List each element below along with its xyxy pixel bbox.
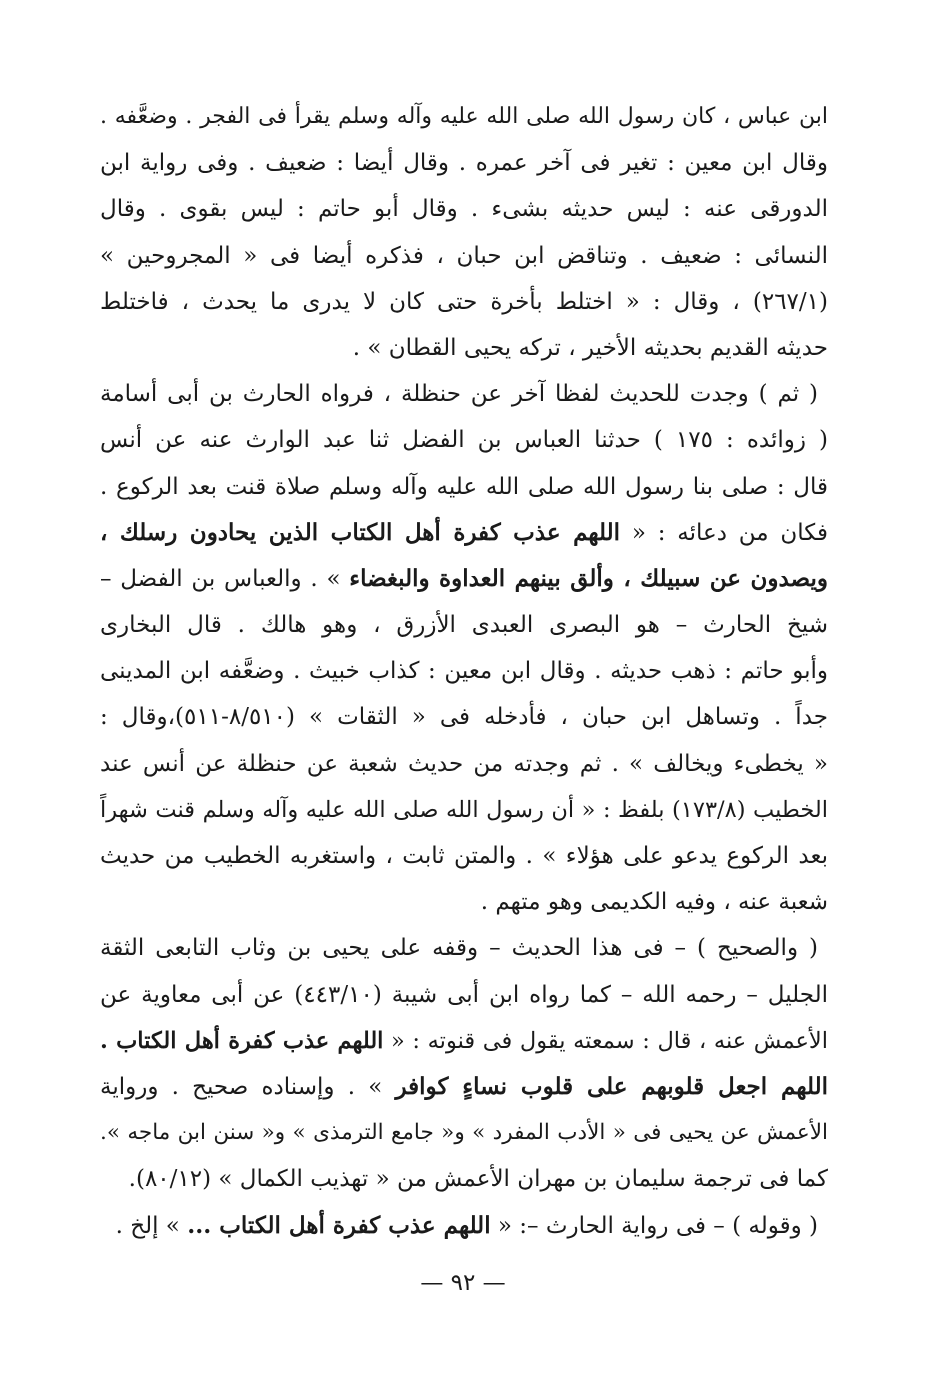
bold-quote: ويصدون عن سبيلك ، وألق بينهم العداوة والبغضاء: [349, 564, 828, 592]
text-line: وقال ابن معين : تغير فى آخر عمره . وقال أيضا : ضعيف . وفى رواية ابن: [100, 150, 828, 177]
text-line: ( ثم ) وجدت للحديث لفظا آخر عن حنظلة ، فرواه الحارث بن أبى أسامة: [100, 381, 818, 408]
text-line: (٢٦٧/١) ، وقال : « اختلط بأخرة حتى كان لا يدرى ما يحدث ، فاختلط: [100, 288, 828, 315]
text-line: حديثه القديم بحديثه الأخير ، تركه يحيى القطان » .: [352, 334, 828, 361]
paragraph-1: [100, 94, 828, 371]
paragraph-3: [100, 925, 828, 1202]
line-text: » إلخ .: [115, 1212, 188, 1239]
text-line: الأعمش عن يحيى فى « الأدب المفرد » و« جامع الترمذى » و« سنن ابن ماجه ».: [100, 1120, 828, 1146]
text-line: ( زوائده : ١٧٥ ) حدثنا العباس بن الفضل ثنا عبد الوارث عنه عن أنس: [100, 427, 828, 454]
text-line: الجليل – رحمه الله – كما رواه ابن أبى شيبة (٤٤٣/١٠) عن أبى معاوية عن: [100, 981, 828, 1008]
text-line: [100, 1203, 828, 1249]
text-line: وأبو حاتم : ذهب حديثه . وقال ابن معين : كذاب خبيث . وضعَّفه ابن المدينى: [100, 658, 828, 685]
bold-quote: اللهم اجعل قلوبهم على قلوب نساءٍ كوافر: [395, 1072, 828, 1100]
text-line: كما فى ترجمة سليمان بن مهران الأعمش من « تهذيب الكمال » (٨٠/١٢).: [128, 1166, 828, 1193]
line-text: ( وقوله ) – فى رواية الحارث –: «: [490, 1212, 818, 1239]
text-line: [100, 1018, 828, 1064]
text-line: جداً . وتساهل ابن حبان ، فأدخله فى « الثقات » (٨/٥١٠-٥١١)،وقال :: [100, 704, 828, 731]
line-text: » . وإسناده صحيح . ورواية: [100, 1073, 396, 1100]
line-text: » . والعباس بن الفضل –: [100, 565, 350, 592]
bold-quote: اللهم عذب كفرة أهل الكتاب .: [100, 1027, 384, 1054]
page-body: [100, 94, 828, 1249]
text-line: شعبة عنه ، وفيه الكديمى وهو متهم .: [480, 889, 828, 916]
bold-quote: اللهم عذب كفرة أهل الكتاب ...: [187, 1211, 491, 1239]
text-line: « يخطىء ويخالف » . ثم وجدته من حديث شعبة عن حنظلة عن أنس عند: [100, 750, 828, 777]
text-line: الدورقى عنه : ليس حديثه بشىء . وقال أبو حاتم : ليس بقوى . وقال: [100, 196, 828, 223]
paragraph-4: [100, 1203, 828, 1249]
line-text: فكان من دعائه : «: [620, 519, 828, 546]
text-line: [100, 556, 828, 602]
text-line: بعد الركوع يدعو على هؤلاء » . والمتن ثابت ، واستغربه الخطيب من حديث: [100, 843, 828, 869]
text-line: ابن عباس ، كان رسول الله صلى الله عليه وآله وسلم يقرأ فى الفجر . وضعَّفه .: [100, 104, 828, 129]
line-text: الأعمش عنه ، قال : سمعته يقول فى قنوته : «: [383, 1027, 828, 1054]
text-line: النسائى : ضعيف . وتناقض ابن حبان ، فذكره أيضا فى « المجروحين »: [100, 242, 828, 269]
text-line: [100, 510, 828, 556]
text-line: [100, 1064, 828, 1110]
text-line: قال : صلى بنا رسول الله صلى الله عليه وآله وسلم صلاة قنت بعد الركوع .: [100, 473, 828, 500]
paragraph-2: [100, 371, 828, 925]
text-line: الخطيب (١٧٣/٨) بلفظ : « أن رسول الله صلى الله عليه وآله وسلم قنت شهراً: [100, 796, 828, 823]
text-line: شيخ الحارث – هو البصرى العبدى الأزرق ، وهو هالك . قال البخارى: [100, 612, 828, 639]
page-number: — ٩٢ —: [420, 1270, 506, 1296]
text-line: ( والصحيح ) – فى هذا الحديث – وقفه على يحيى بن وثاب التابعى الثقة: [100, 935, 818, 962]
bold-quote: اللهم عذب كفرة أهل الكتاب الذين يحادون رسلك ،: [100, 518, 621, 546]
